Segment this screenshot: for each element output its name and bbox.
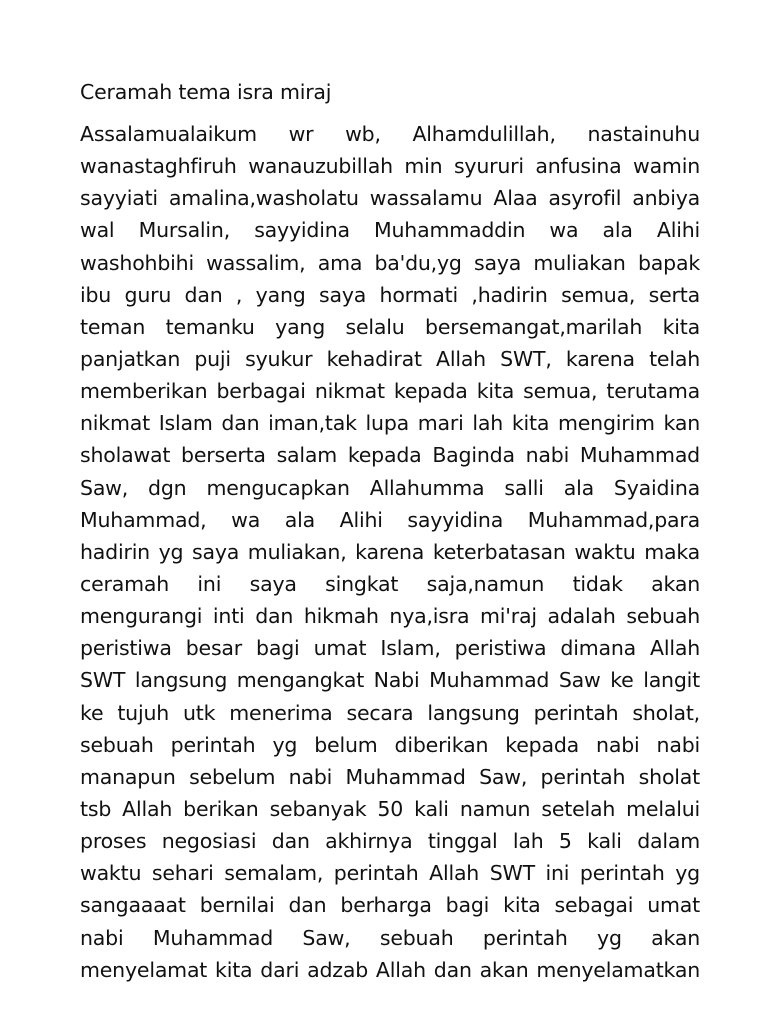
body-line: mengurangi inti dan hikmah nya,isra mi'raj adalah sebuah	[80, 604, 700, 629]
body-line: waktu sehari semalam, perintah Allah SWT ini perintah yg	[80, 861, 700, 886]
document-title: Ceramah tema isra miraj	[80, 80, 332, 104]
body-line: panjatkan puji syukur kehadirat Allah SWT, karena telah	[80, 346, 700, 371]
body-line: sholawat berserta salam kepada Baginda nabi Muhammad	[80, 443, 700, 468]
document-body	[80, 118, 700, 986]
body-line: Saw, dgn mengucapkan Allahumma salli ala Syaidina	[80, 475, 700, 500]
body-line: washohbihi wassalim, ama ba'du,yg saya muliakan bapak	[80, 250, 700, 275]
body-line: proses negosiasi dan akhirnya tinggal lah 5 kali dalam	[80, 829, 700, 854]
body-line: sebuah perintah yg belum diberikan kepada nabi nabi	[80, 732, 700, 757]
body-line: ibu guru dan , yang saya hormati ,hadirin semua, serta	[80, 282, 700, 307]
body-line: tsb Allah berikan sebanyak 50 kali namun setelah melalui	[80, 796, 700, 821]
body-line: SWT langsung mengangkat Nabi Muhammad Saw ke langit	[80, 668, 700, 693]
body-line: peristiwa besar bagi umat Islam, peristiwa dimana Allah	[80, 636, 700, 661]
body-line: wanastaghfiruh wanauzubillah min syururi anfusina wamin	[80, 154, 700, 179]
body-line: nabi Muhammad Saw, sebuah perintah yg akan	[80, 925, 700, 950]
body-line: manapun sebelum nabi Muhammad Saw, perintah sholat	[80, 764, 700, 789]
body-line: sangaaaat bernilai dan berharga bagi kita sebagai umat	[80, 893, 700, 918]
body-line: hadirin yg saya muliakan, karena keterbatasan waktu maka	[80, 539, 700, 564]
body-line: wal Mursalin, sayyidina Muhammaddin wa ala Alihi	[80, 218, 700, 243]
body-line: nikmat Islam dan iman,tak lupa mari lah kita mengirim kan	[80, 411, 700, 436]
body-line: ceramah ini saya singkat saja,namun tidak akan	[80, 571, 700, 596]
body-line: menyelamat kita dari adzab Allah dan akan menyelamatkan	[80, 957, 700, 982]
body-line: memberikan berbagai nikmat kepada kita semua, terutama	[80, 379, 700, 404]
body-line: Muhammad, wa ala Alihi sayyidina Muhammad,para	[80, 507, 700, 532]
body-line: ke tujuh utk menerima secara langsung perintah sholat,	[80, 700, 700, 725]
document-page	[80, 76, 700, 986]
body-line: Assalamualaikum wr wb, Alhamdulillah, nastainuhu	[80, 122, 700, 146]
body-line: sayyiati amalina,washolatu wassalamu Alaa asyrofil anbiya	[80, 186, 700, 211]
body-line: teman temanku yang selalu bersemangat,marilah kita	[80, 314, 700, 339]
